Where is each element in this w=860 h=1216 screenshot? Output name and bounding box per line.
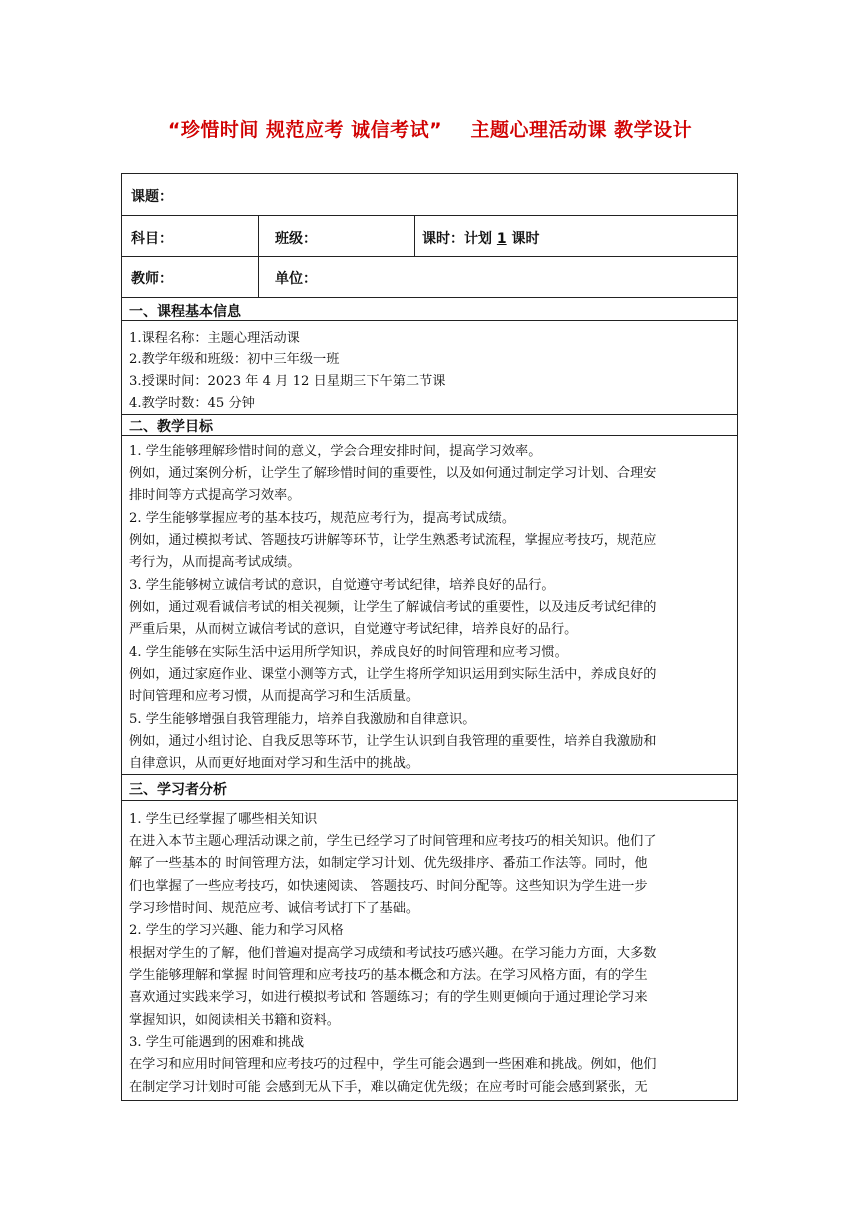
text-line: 掌握知识，如阅读相关书籍和资料。 (129, 1013, 340, 1028)
teacher-label: 教师： (131, 271, 173, 287)
text-line: 例如，通过家庭作业、课堂小测等方式，让学生将所学知识运用到实际生活中，养成良好的 (129, 667, 657, 682)
text-line: 5. 学生能够增强自我管理能力，培养自我激励和自律意识。 (129, 712, 476, 727)
text-line: 自律意识，从而更好地面对学习和生活中的挑战。 (129, 756, 420, 771)
text-line: 在学习和应用时间管理和应考技巧的过程中，学生可能会遇到一些困难和挑战。例如，他们 (129, 1057, 657, 1072)
text-line: 学习珍惜时间、规范应考、诚信考试打下了基础。 (129, 901, 420, 916)
text-line: 例如，通过观看诚信考试的相关视频，让学生了解诚信考试的重要性，以及违反考试纪律的 (129, 600, 657, 615)
unit-label: 单位： (275, 271, 317, 287)
section-heading-learner-analysis: 三、学习者分析 (129, 782, 227, 798)
text-line: 2. 学生的学习兴趣、能力和学习风格 (129, 923, 344, 938)
text-line: 严重后果，从而树立诚信考试的意识，自觉遵守考试纪律，培养良好的品行。 (129, 622, 578, 637)
text-line: 们也掌握了一些应考技巧，如快速阅读、 答题技巧、时间分配等。这些知识为学生进一步 (129, 879, 648, 894)
text-line: 3.授课时间：2023 年 4 月 12 日星期三下午第二节课 (129, 374, 446, 389)
text-line: 学生能够理解和掌握 时间管理和应考技巧的基本概念和方法。在学习风格方面，有的学生 (129, 968, 648, 983)
text-line: 根据对学生的了解，他们普遍对提高学习成绩和考试技巧感兴趣。在学习能力方面，大多数 (129, 946, 657, 961)
class-label: 班级： (275, 231, 317, 247)
subject-label: 科目： (131, 231, 173, 247)
row-divider (122, 414, 737, 415)
text-line: 解了一些基本的 时间管理方法，如制定学习计划、优先级排序、番茄工作法等。同时，他 (129, 856, 648, 871)
row-divider (122, 774, 737, 775)
text-line: 喜欢通过实践来学习，如进行模拟考试和 答题练习；有的学生则更倾向于通过理论学习来 (129, 990, 648, 1005)
row-divider (122, 435, 737, 436)
text-line: 1. 学生已经掌握了哪些相关知识 (129, 812, 318, 827)
row-divider (122, 297, 737, 298)
row-divider (122, 256, 737, 257)
text-line: 3. 学生能够树立诚信考试的意识，自觉遵守考试纪律，培养良好的品行。 (129, 578, 555, 593)
text-line: 在制定学习计划时可能 会感到无从下手，难以确定优先级；在应考时可能会感到紧张，无 (129, 1080, 648, 1095)
text-line: 时间管理和应考习惯，从而提高学习和生活质量。 (129, 689, 420, 704)
text-line: 1. 学生能够理解珍惜时间的意义，学会合理安排时间，提高学习效率。 (129, 444, 542, 459)
text-line: 考行为，从而提高考试成绩。 (129, 555, 301, 570)
text-line: 2.教学年级和班级：初中三年级一班 (129, 352, 340, 367)
text-line: 例如，通过案例分析，让学生了解珍惜时间的重要性，以及如何通过制定学习计划、合理安 (129, 466, 657, 481)
topic-label: 课题： (131, 189, 173, 205)
text-line: 例如，通过模拟考试、答题技巧讲解等环节，让学生熟悉考试流程，掌握应考技巧，规范应 (129, 533, 657, 548)
column-divider (258, 215, 259, 297)
text-line: 排时间等方式提高学习效率。 (129, 488, 301, 503)
text-line: 4.教学时数：45 分钟 (129, 396, 255, 411)
lesson-plan-table (121, 173, 738, 1101)
section-heading-goals: 二、教学目标 (129, 419, 213, 435)
column-divider (414, 215, 415, 256)
text-line: 2. 学生能够掌握应考的基本技巧，规范应考行为，提高考试成绩。 (129, 511, 516, 526)
text-line: 1.课程名称：主题心理活动课 (129, 331, 300, 346)
period-count: 1 (496, 231, 507, 247)
document-title: “珍惜时间 规范应考 诚信考试” 主题心理活动课 教学设计 (167, 119, 693, 141)
text-line: 3. 学生可能遇到的困难和挑战 (129, 1035, 305, 1050)
text-line: 在进入本节主题心理活动课之前，学生已经学习了时间管理和应考技巧的相关知识。他们了 (129, 834, 657, 849)
row-divider (122, 800, 737, 801)
text-line: 例如，通过小组讨论、自我反思等环节，让学生认识到自我管理的重要性，培养自我激励和 (129, 734, 657, 749)
section-heading-course-info: 一、课程基本信息 (129, 304, 241, 320)
row-divider (122, 215, 737, 216)
text-line: 4. 学生能够在实际生活中运用所学知识，养成良好的时间管理和应考习惯。 (129, 645, 568, 660)
period-label: 课时：计划 1 课时 (422, 231, 540, 247)
